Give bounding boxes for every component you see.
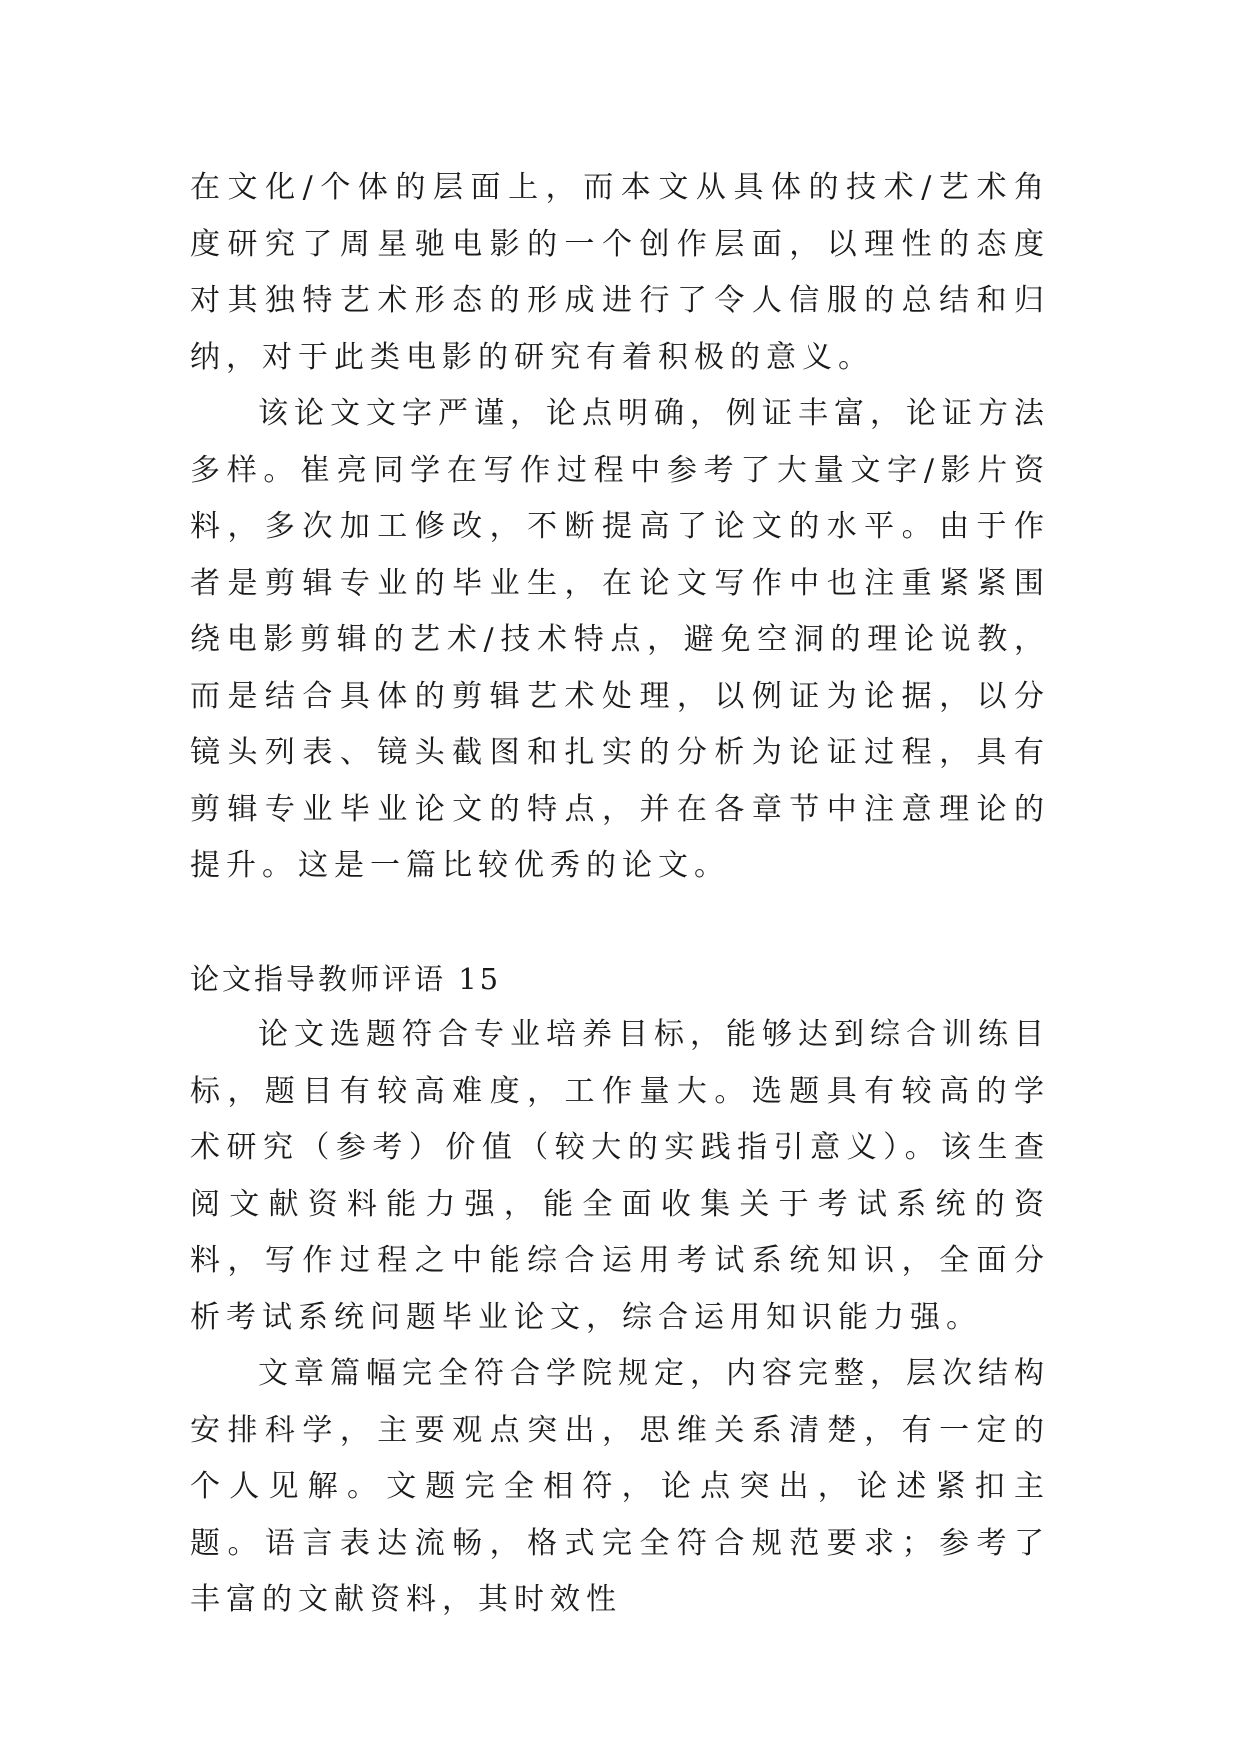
paragraph-structure-assessment: 文章篇幅完全符合学院规定，内容完整，层次结构安排科学，主要观点突出，思维关系清楚，有一定的个人见解。文题完全相符，论点突出，论述紧扣主题。语言表达流畅，格式完全符合规范要求；参考了丰富的文献资料，其时效性 xyxy=(190,1356,1050,1617)
section-heading: 论文指导教师评语 15 xyxy=(190,961,502,996)
section-spacer xyxy=(190,895,1050,951)
paragraph-continuation: 在文化/个体的层面上，而本文从具体的技术/艺术角度研究了周星驰电影的一个创作层面，以理性的态度对其独特艺术形态的形成进行了令人信服的总结和归纳，对于此类电影的研究有着积极的意义。 xyxy=(190,170,1050,375)
paragraph-evaluation: 该论文文字严谨，论点明确，例证丰富，论证方法多样。崔亮同学在写作过程中参考了大量文字/影片资料，多次加工修改，不断提高了论文的水平。由于作者是剪辑专业的毕业生，在论文写作中也注重紧紧围绕电影剪辑的艺术/技术特点，避免空洞的理论说教，而是结合具体的剪辑艺术处理，以例证为论据，以分镜头列表、镜头截图和扎实的分析为论证过程，具有剪辑专业毕业论文的特点，并在各章节中注意理论的提升。这是一篇比较优秀的论文。 xyxy=(190,396,1050,883)
document-body xyxy=(190,160,1050,1629)
paragraph-topic-assessment: 论文选题符合专业培养目标，能够达到综合训练目标，题目有较高难度，工作量大。选题具有较高的学术研究（参考）价值（较大的实践指引意义）。该生查阅文献资料能力强，能全面收集关于考试系统的资料，写作过程之中能综合运用考试系统知识，全面分析考试系统问题毕业论文，综合运用知识能力强。 xyxy=(190,1017,1050,1335)
